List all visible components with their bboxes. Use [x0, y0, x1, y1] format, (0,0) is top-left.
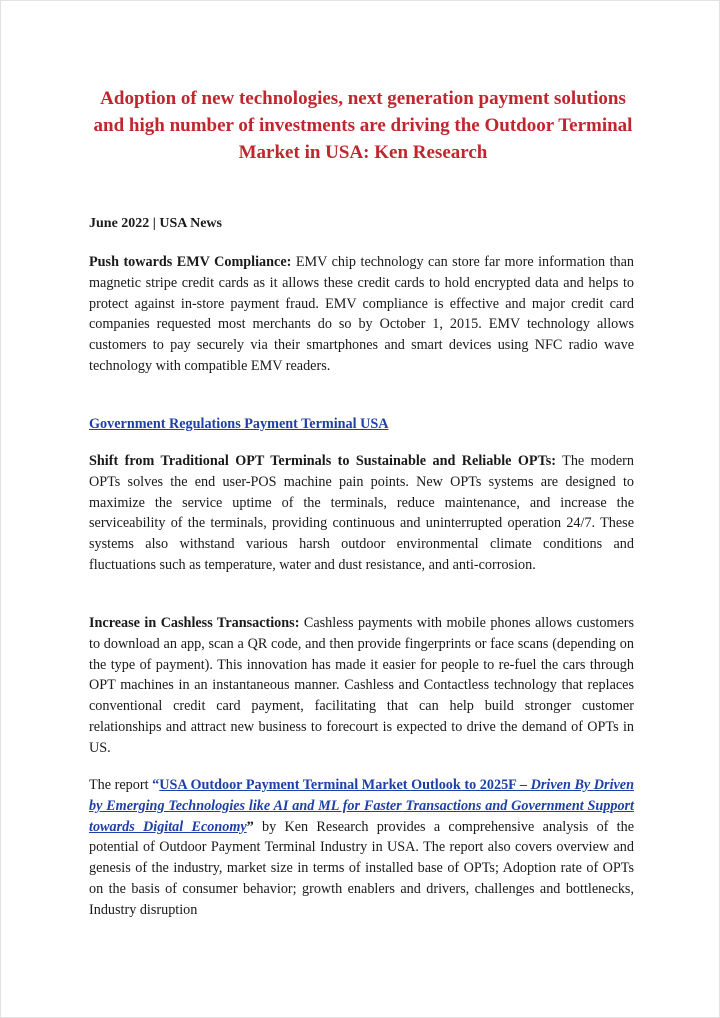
paragraph-report: [89, 775, 634, 921]
open-quote: “: [152, 777, 160, 793]
paragraph-lead: Increase in Cashless Transactions:: [89, 615, 300, 631]
page-title: Adoption of new technologies, next generation payment solutions and high number of investments are driving the Outdoor Terminal Market in USA: Ken Research: [93, 88, 633, 163]
paragraph-shift-opts: [89, 451, 634, 576]
paragraph-body: The modern OPTs solves the end user-POS machine pain points. New OPTs systems are designed to maximize the service uptime of the terminals, reduce maintenance, and increase the serviceability of the terminals, providing continuous and uninterrupted operation 24/7. These systems also withstand various harsh outdoor environmental climate conditions and fluctuations such as temperature, water and dust resistance, and anti-corrosion.: [89, 453, 634, 573]
report-intro: The report: [89, 777, 153, 793]
report-subtitle-link[interactable]: Driven By Driven by Emerging Technologies like AI and ML for Faster Transactions and Government Support towards Digital Economy: [89, 777, 634, 835]
link-line: [89, 414, 634, 435]
paragraph-body: by Ken Research provides a comprehensive analysis of the potential of Outdoor Payment Terminal Industry in USA. The report also covers overview and genesis of the industry, market size in terms of installed base of OPTs; Adoption rate of OPTs on the basis of consumer behavior; growth enablers and drivers, challenges and bottlenecks, Industry disruption: [89, 818, 634, 918]
close-quote: ”: [246, 818, 254, 835]
paragraph-cashless: [89, 613, 634, 759]
paragraph-emv-compliance: [89, 252, 634, 377]
government-regulations-link[interactable]: Government Regulations Payment Terminal USA: [89, 416, 389, 432]
dateline: June 2022 | USA News: [89, 216, 222, 231]
paragraph-lead: Push towards EMV Compliance:: [89, 254, 292, 270]
paragraph-lead: Shift from Traditional OPT Terminals to Sustainable and Reliable OPTs:: [89, 453, 556, 469]
report-title-link[interactable]: USA Outdoor Payment Terminal Market Outlook to 2025F –: [159, 777, 531, 793]
paragraph-body: EMV chip technology can store far more information than magnetic stripe credit cards as it allows these credit cards to hold encrypted data and helps to protect against in-store payment fraud. EMV compliance is effective and major credit card companies requested most merchants do so by October 1, 2015. EMV technology allows customers to pay securely via their smartphones and smart devices using NFC radio wave technology with compatible EMV readers.: [89, 254, 634, 374]
paragraph-body: Cashless payments with mobile phones allows customers to download an app, scan a QR code, and then provide fingerprints or face scans (depending on the type of payment). This innovation has made it easier for people to re-fuel the cars through OPT machines in an instantaneous manner. Cashless and Contactless technology that replaces conventional credit card payment, facilitating that can help build stronger customer relationships and attract new business to forecourt is expected to drive the demand of OPTs in US.: [89, 615, 634, 756]
